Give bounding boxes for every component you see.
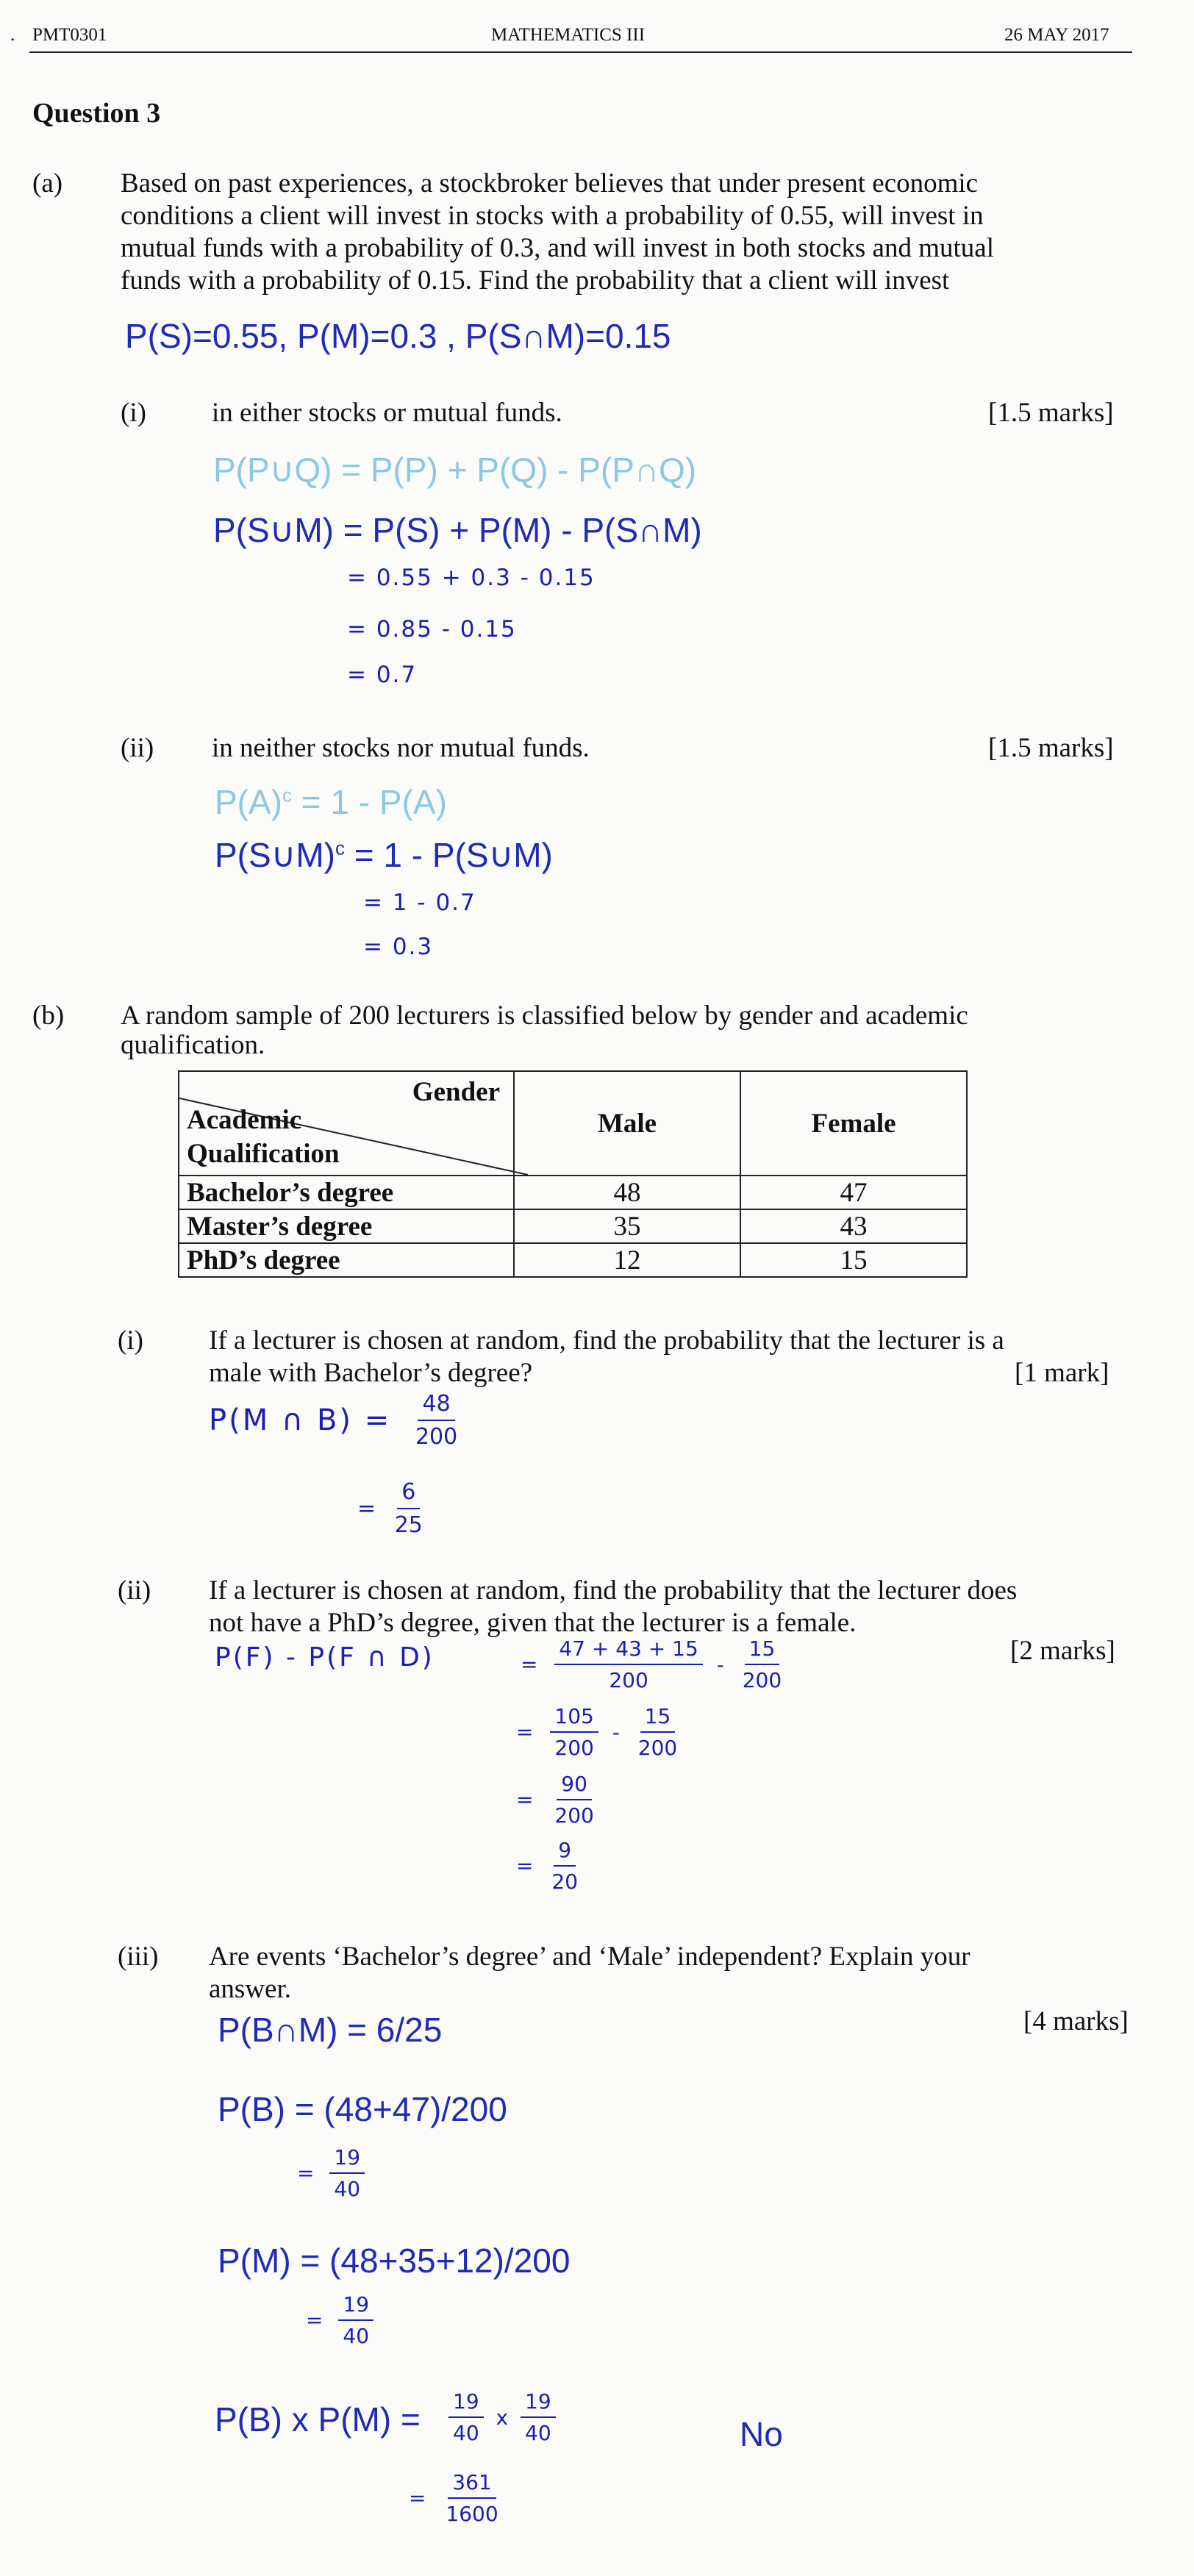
fraction-den: 40 [525,2421,551,2445]
fraction-den: 200 [742,1668,782,1692]
fraction-num: 9 [554,1838,576,1867]
fraction [634,1704,682,1760]
fraction-den: 20 [551,1870,579,1894]
header-rule [29,51,1132,53]
b-ii-line: not have a PhD’s degree, given that the lecturer is a female. [209,1608,857,1638]
a-i-step-1: = 0.55 + 0.3 - 0.15 [347,565,596,591]
b-i-marks: [1 mark] [1015,1358,1109,1388]
page-header [0,0,1194,59]
formula-sup: c [282,784,292,806]
part-a-text [121,168,1135,297]
b-iii-pm-result [306,2292,373,2348]
b-i-text [209,1325,1143,1389]
equals: = [516,1720,534,1745]
equals: = [306,2308,323,2333]
formula-base: P(A) [215,783,282,821]
fraction-num: 105 [550,1704,598,1733]
cell-male: 35 [514,1209,740,1243]
a-ii-label: (ii) [121,733,154,763]
fraction-num: 15 [640,1704,676,1733]
a-i-step-2: = 0.85 - 0.15 [347,616,517,643]
a-i-text: in either stocks or mutual funds. [212,398,562,428]
qual-header-line-2: Qualification [187,1139,340,1169]
a-i-union-formula: P(P∪Q) = P(P) + P(Q) - P(P∩Q) [213,451,697,489]
fraction-den: 200 [609,1668,648,1692]
fraction-den: 200 [554,1803,594,1828]
b-iii-answer: No [740,2415,783,2453]
row-label: Bachelor’s degree [179,1176,514,1209]
b-ii-label: (ii) [118,1575,151,1606]
applied-base: P(S∪M) [215,836,335,874]
b-i-label: (i) [118,1325,143,1356]
b-iii-product-lhs: P(B) x P(M) = [215,2400,421,2439]
gender-header: Gender [412,1077,500,1107]
a-ii-marks: [1.5 marks] [988,733,1114,763]
fraction [550,1772,598,1828]
fraction [411,1391,462,1450]
fraction [547,1838,582,1894]
given-probabilities: P(S)=0.55, P(M)=0.3 , P(S∩M)=0.15 [125,317,671,355]
part-a-line: funds with a probability of 0.15. Find the probability that a client will invest [121,265,950,296]
fraction-den: 1600 [446,2502,498,2526]
equals: = [521,1652,538,1677]
applied-sup: c [335,837,345,859]
b-iii-marks: [4 marks] [1023,2006,1129,2036]
table-corner-cell [179,1071,514,1176]
b-iii-line: Are events ‘Bachelor’s degree’ and ‘Male’ independent? Explain your [209,1942,970,1972]
fraction [441,2470,502,2526]
fraction-num: 19 [329,2145,365,2174]
fraction-den: 40 [334,2177,361,2201]
b-ii-text [209,1575,1143,1639]
b-iii-pbm: P(B∩M) = 6/25 [218,2011,443,2049]
fraction-den: 200 [637,1736,678,1760]
a-ii-step-2: = 0.3 [363,934,434,960]
equals: = [409,2486,426,2511]
equals: = [357,1495,376,1522]
table-row [179,1176,967,1209]
b-ii-lhs: P(F) - P(F ∩ D) [215,1642,435,1672]
row-label: Master’s degree [179,1209,514,1243]
b-ii-marks: [2 marks] [1010,1636,1115,1666]
a-i-union-applied: P(S∪M) = P(S) + P(M) - P(S∩M) [213,511,702,549]
part-b-line: A random sample of 200 lecturers is classified below by gender and academic [121,1001,968,1031]
part-b-text [121,1000,1135,1062]
b-i-result [357,1479,427,1538]
b-iii-line: answer. [209,1974,291,2004]
header-code: PMT0301 [32,25,107,45]
fraction-num: 15 [745,1636,780,1665]
b-i-line: If a lecturer is chosen at random, find the probability that the lecturer is a [209,1325,1004,1356]
a-i-step-3: = 0.7 [347,662,418,688]
part-b-line: qualification. [121,1030,265,1060]
a-ii-step-1: = 1 - 0.7 [363,890,476,916]
fraction [448,2389,484,2445]
fraction-den: 40 [343,2324,370,2348]
b-iii-product-rhs [448,2389,556,2445]
fraction-num: 19 [521,2389,556,2418]
b-iii-pb: P(B) = (48+47)/200 [218,2090,507,2128]
fraction-num: 90 [557,1772,592,1800]
b-ii-step-3 [516,1772,598,1828]
column-header-male: Male [514,1071,740,1176]
fraction [390,1479,427,1538]
equals: = [516,1853,534,1878]
b-iii-pm: P(M) = (48+35+12)/200 [218,2242,571,2280]
qualification-table [178,1070,968,1278]
times: x [496,2405,509,2430]
table-row [179,1209,967,1243]
part-a-label: (a) [32,168,63,198]
b-i-work [209,1391,462,1450]
header-date: 26 MAY 2017 [1004,25,1109,45]
cell-male: 48 [514,1176,740,1209]
cell-male: 12 [514,1243,740,1277]
fraction-num: 47 + 43 + 15 [554,1636,702,1665]
a-i-label: (i) [121,398,146,428]
fraction-num: 19 [338,2292,373,2321]
b-iii-text [209,1941,1143,2006]
part-a-line: mutual funds with a probability of 0.3, and will invest in both stocks and mutual [121,233,994,263]
fraction-num: 19 [448,2389,484,2418]
b-ii-line: If a lecturer is chosen at random, find the probability that the lecturer does [209,1575,1018,1606]
part-a-line: conditions a client will invest in stocks with a probability of 0.55, will invest in [121,201,984,231]
cell-female: 15 [740,1243,967,1277]
a-ii-text: in neither stocks nor mutual funds. [212,733,590,763]
fraction [521,2389,556,2445]
minus: - [612,1720,620,1745]
equals: = [297,2161,315,2186]
fraction [738,1636,786,1692]
b-iii-product-result [409,2470,503,2526]
row-label: PhD’s degree [179,1243,514,1277]
a-ii-complement-formula [215,782,447,822]
fraction [554,1636,702,1692]
b-i-line: male with Bachelor’s degree? [209,1358,533,1388]
b-iii-pb-result [297,2145,365,2201]
question-title: Question 3 [32,98,161,129]
b-ii-step-1 [521,1636,786,1692]
fraction-num: 361 [448,2470,496,2499]
cell-female: 43 [740,1209,967,1243]
table-row [179,1243,967,1277]
b-ii-step-4 [516,1838,582,1894]
fraction-num: 48 [418,1391,454,1421]
header-dot: . [10,25,15,45]
fraction [338,2292,373,2348]
qual-header-line-1: Academic [187,1105,302,1135]
formula-rest: = 1 - P(A) [292,783,447,821]
b-i-lhs: P(M ∩ B) = [209,1403,392,1437]
fraction [329,2145,365,2201]
applied-rest: = 1 - P(S∪M) [345,836,553,874]
equals: = [516,1787,534,1812]
fraction-num: 6 [397,1479,420,1509]
column-header-female: Female [740,1071,967,1176]
header-subject: MATHEMATICS III [491,25,646,45]
b-ii-step-2 [516,1704,682,1760]
a-ii-complement-applied [215,835,553,875]
a-i-marks: [1.5 marks] [988,398,1114,428]
minus: - [716,1652,724,1677]
fraction-den: 40 [453,2421,479,2445]
fraction-den: 25 [394,1512,423,1538]
b-iii-label: (iii) [118,1942,159,1972]
cell-female: 47 [740,1176,967,1209]
fraction [550,1704,598,1760]
fraction-den: 200 [415,1424,458,1450]
part-b-label: (b) [32,1001,65,1031]
part-a-line: Based on past experiences, a stockbroker believes that under present economic [121,168,979,198]
fraction-den: 200 [554,1736,594,1760]
